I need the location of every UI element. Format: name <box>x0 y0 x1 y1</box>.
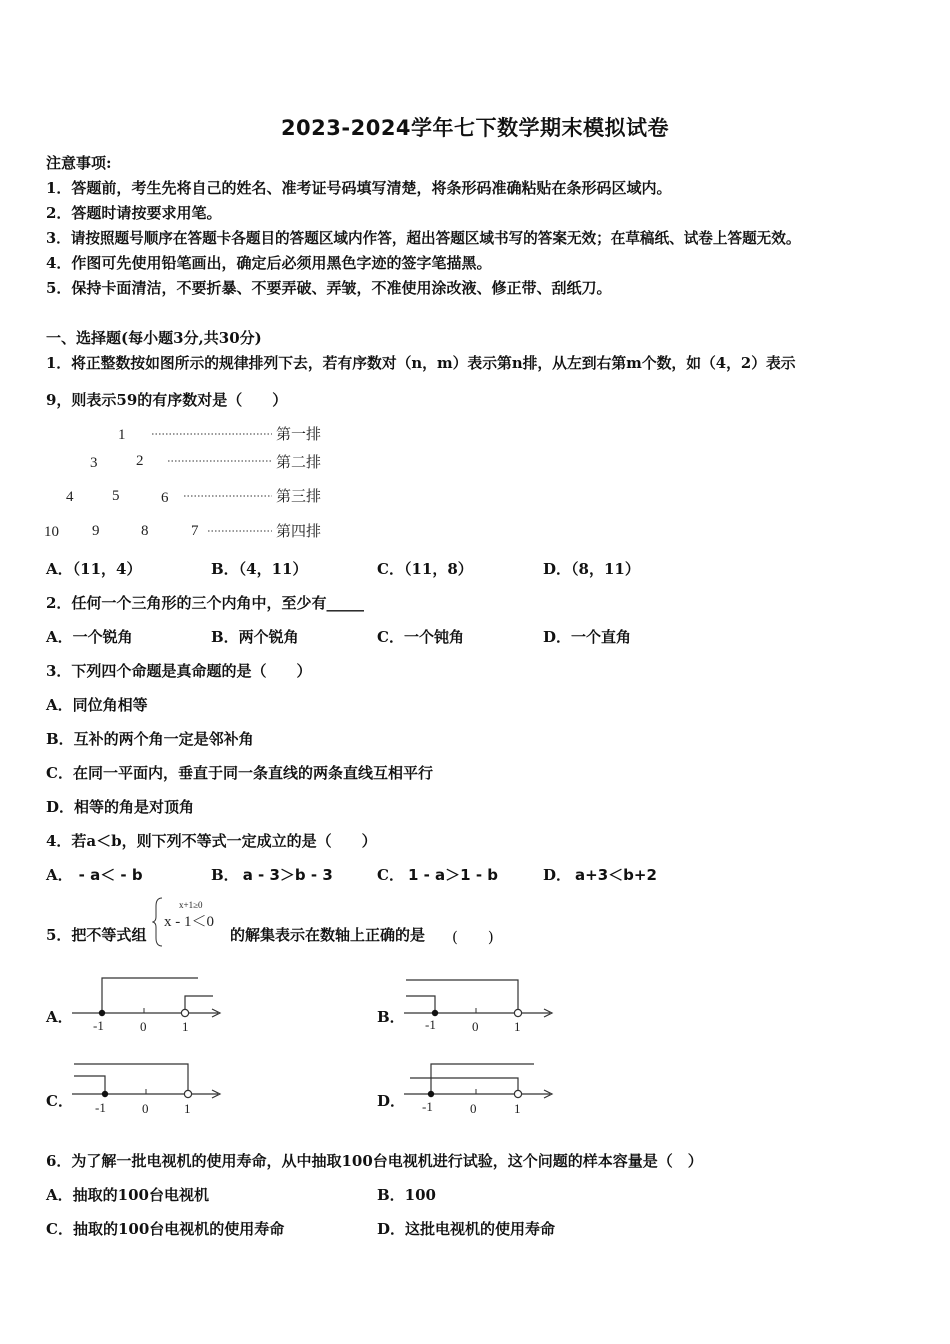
fig-number: 6 <box>161 490 169 506</box>
q6-option-a: A．抽取的100台电视机 <box>46 1186 209 1204</box>
tick-label: 1 <box>182 1019 189 1034</box>
q5-number-line-d <box>400 1054 570 1124</box>
q3-stem: 3．下列四个命题是真命题的是（ ） <box>46 662 312 680</box>
tick-label: -1 <box>425 1017 436 1032</box>
q1-option-c: C．（11，8） <box>377 560 473 578</box>
q6-option-c: C．抽取的100台电视机的使用寿命 <box>46 1220 285 1238</box>
q5-option-b-label: B． <box>377 1008 405 1026</box>
tick-label: 0 <box>142 1101 149 1116</box>
q1-option-a: A．（11，4） <box>46 560 142 578</box>
solution-bracket <box>406 996 435 1013</box>
option-letter: B． <box>211 866 239 884</box>
row-label-3: 第三排 <box>276 489 322 505</box>
tick-label: 1 <box>184 1101 191 1116</box>
q2-option-b: B．两个锐角 <box>211 628 299 646</box>
q1-option-d: D．（8，11） <box>543 560 640 578</box>
fig-number: 9 <box>92 523 100 539</box>
tick-label: -1 <box>93 1018 104 1033</box>
q4-stem: 4．若a＜b，则下列不等式一定成立的是（ ） <box>46 832 377 850</box>
solution-bracket <box>74 1064 188 1094</box>
open-dot <box>514 1009 521 1016</box>
notice-heading: 注意事项: <box>46 154 112 172</box>
q3-option-a: A．同位角相等 <box>46 696 148 714</box>
option-letter: C． <box>377 866 404 884</box>
q4-option-b <box>211 864 333 885</box>
brace <box>153 898 162 946</box>
q2-option-a: A．一个锐角 <box>46 628 133 646</box>
q1-number-pattern-figure <box>40 420 340 545</box>
q5-inequality-system <box>152 896 232 948</box>
q3-option-b: B．互补的两个角一定是邻补角 <box>46 730 254 748</box>
q5-number-line-a <box>68 970 238 1040</box>
q5-stem-suffix: 的解集表示在数轴上正确的是 <box>230 926 426 944</box>
open-dot <box>514 1090 521 1097</box>
q6-stem: 6．为了解一批电视机的使用寿命，从中抽取100台电视机进行试验，这个问题的样本容量是（ ） <box>46 1152 703 1170</box>
q5-option-c-label: C． <box>46 1092 73 1110</box>
tick-label: -1 <box>95 1100 106 1115</box>
q4-option-a <box>46 864 143 885</box>
option-letter: D． <box>543 866 572 884</box>
fig-number: 4 <box>66 489 74 505</box>
row-label-4: 第四排 <box>276 524 322 540</box>
q5-number-line-c <box>68 1054 238 1124</box>
page-title: 2023-2024学年七下数学期末模拟试卷 <box>280 116 670 140</box>
open-dot <box>184 1090 191 1097</box>
fig-number: 10 <box>44 524 59 540</box>
q2-option-d: D．一个直角 <box>543 628 632 646</box>
tick-label: 1 <box>514 1019 521 1034</box>
notice-item-1: 1．答题前，考生先将自己的姓名、准考证号码填写清楚，将条形码准确粘贴在条形码区域内。 <box>46 179 672 197</box>
solution-bracket <box>185 996 213 1013</box>
system-top: x+1≥0 <box>179 900 203 910</box>
q3-option-d: D．相等的角是对顶角 <box>46 798 195 816</box>
q5-number-line-b <box>400 970 570 1040</box>
tick-label: 0 <box>472 1019 479 1034</box>
fig-number: 8 <box>141 523 149 539</box>
option-expression: 1 - a＞1 - b <box>407 866 499 884</box>
tick-label: 1 <box>514 1101 521 1116</box>
q4-option-c <box>377 864 498 885</box>
fig-number: 5 <box>112 488 120 504</box>
closed-dot <box>428 1091 434 1097</box>
solution-bracket <box>102 978 198 1013</box>
option-expression: a - 3＞b - 3 <box>242 866 333 884</box>
notice-item-3: 3．请按照题号顺序在答题卡各题目的答题区域内作答，超出答题区域书写的答案无效；在草稿纸、试卷上答题无效。 <box>46 230 801 247</box>
option-expression: a+3＜b+2 <box>575 866 657 884</box>
q1-stem-line2: 9，则表示59的有序数对是（ ） <box>46 391 288 409</box>
section-heading: 一、选择题(每小题3分,共30分) <box>46 329 262 347</box>
notice-item-2: 2．答题时请按要求用笔。 <box>46 204 222 222</box>
q2-stem: 2．任何一个三角形的三个内角中，至少有_____ <box>46 594 364 612</box>
fig-number: 7 <box>191 523 199 539</box>
solution-bracket <box>74 1076 105 1094</box>
row-label-2: 第二排 <box>276 455 322 471</box>
system-bottom: x - 1＜0 <box>164 914 214 930</box>
q5-stem-prefix: 5．把不等式组 <box>46 926 147 944</box>
notice-item-4: 4．作图可先使用铅笔画出，确定后必须用黑色字迹的签字笔描黑。 <box>46 254 492 272</box>
q5-option-a-label: A． <box>46 1008 73 1026</box>
q1-stem-line1: 1．将正整数按如图所示的规律排列下去，若有序数对（n，m）表示第n排，从左到右第m个数，如（4，2）表示 <box>46 355 796 372</box>
q1-option-b: B．（4，11） <box>211 560 308 578</box>
q5-paren: ( ) <box>452 928 494 946</box>
row-label-1: 第一排 <box>276 427 322 443</box>
q6-option-b: B．100 <box>377 1186 436 1204</box>
closed-dot <box>102 1091 108 1097</box>
q2-option-c: C．一个钝角 <box>377 628 464 646</box>
notice-item-5: 5．保持卡面清洁，不要折暴、不要弄破、弄皱，不准使用涂改液、修正带、刮纸刀。 <box>46 279 612 297</box>
fig-number: 1 <box>118 427 126 443</box>
closed-dot <box>99 1010 105 1016</box>
tick-label: 0 <box>140 1019 147 1034</box>
q3-option-c: C．在同一平面内，垂直于同一条直线的两条直线互相平行 <box>46 764 433 782</box>
fig-number: 3 <box>90 455 98 471</box>
q4-option-d <box>543 864 657 885</box>
fig-number: 2 <box>136 453 144 469</box>
closed-dot <box>432 1010 438 1016</box>
tick-label: 0 <box>470 1101 477 1116</box>
solution-bracket <box>410 1078 518 1094</box>
option-letter: A． <box>46 866 73 884</box>
option-expression: - a＜ - b <box>78 866 143 884</box>
q5-option-d-label: D． <box>377 1092 406 1110</box>
q6-option-d: D．这批电视机的使用寿命 <box>377 1220 556 1238</box>
tick-label: -1 <box>422 1099 433 1114</box>
open-dot <box>181 1009 188 1016</box>
